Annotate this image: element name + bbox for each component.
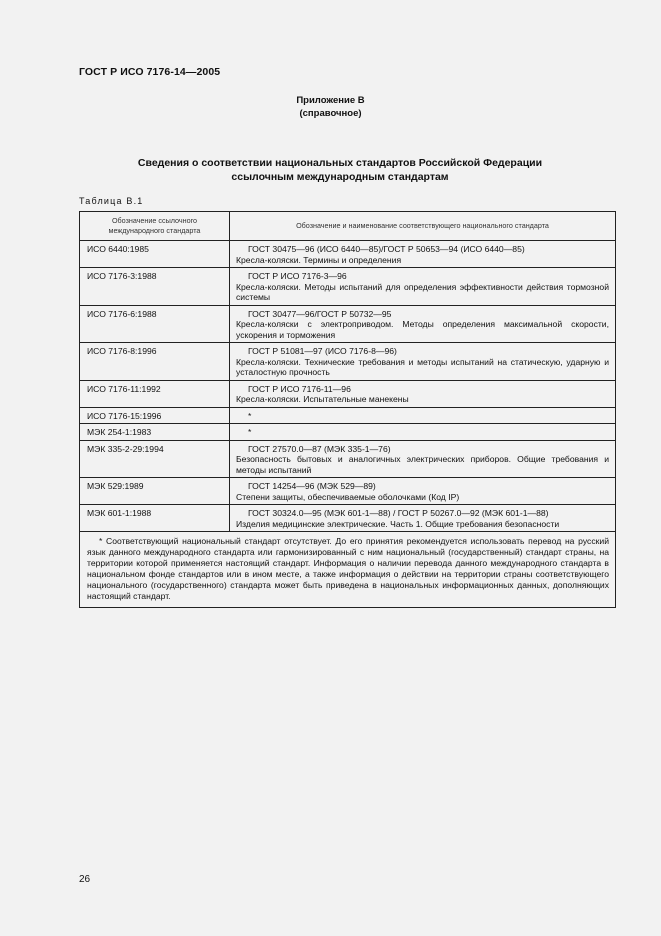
intl-standard-code: МЭК 601-1:1988 — [80, 505, 230, 532]
intl-standard-code: ИСО 7176-3:1988 — [80, 268, 230, 306]
table-row — [80, 478, 616, 505]
table-row — [80, 268, 616, 306]
table-header-row — [80, 212, 616, 241]
national-standard-title: Кресла-коляски с электроприводом. Методы определения максимальной скорости, ускорения и торможения — [236, 319, 609, 340]
national-standard-designation: ГОСТ Р ИСО 7176-11—96 — [248, 383, 351, 394]
national-standard-title: Кресла-коляски. Термины и определения — [236, 254, 402, 265]
table-row — [80, 407, 616, 424]
table-row — [80, 343, 616, 381]
national-standard-cell — [230, 305, 616, 343]
table-row — [80, 305, 616, 343]
intl-standard-code: МЭК 254-1:1983 — [80, 424, 230, 441]
national-standard-cell — [230, 268, 616, 306]
national-standard-designation: ГОСТ Р 51081—97 (ИСО 7176-8—96) — [248, 346, 397, 356]
national-standard-cell — [230, 424, 616, 441]
appendix-subtitle: (справочное) — [299, 108, 362, 119]
appendix-title: Приложение В — [296, 95, 365, 106]
national-standard-designation: ГОСТ 30324.0—95 (МЭК 601-1—88) / ГОСТ Р 50267.0—92 (МЭК 601-1—88) — [248, 508, 549, 518]
table-row — [80, 440, 616, 478]
section-title-line1: Сведения о соответствии национальных стандартов Российской Федерации — [137, 157, 543, 169]
table-caption: Таблица В.1 — [79, 196, 144, 206]
appendix-heading — [0, 94, 661, 120]
national-standard-title: Кресла-коляски. Технические требования и методы испытаний на статическую, ударную и усталостную прочность — [236, 356, 609, 377]
national-standard-title: Кресла-коляски. Методы испытаний для определения эффективности действия тормозной системы — [236, 281, 609, 302]
intl-standard-code: МЭК 529:1989 — [80, 478, 230, 505]
page-number: 26 — [79, 874, 91, 885]
national-standard-designation: ГОСТ 14254—96 (МЭК 529—89) — [248, 481, 376, 491]
section-title-line2: ссылочным международным стандартам — [231, 171, 449, 183]
national-standard-designation: ГОСТ Р ИСО 7176-3—96 — [248, 271, 347, 281]
table-body — [80, 241, 616, 532]
intl-standard-code: МЭК 335-2-29:1994 — [80, 440, 230, 478]
intl-standard-code: ИСО 7176-8:1996 — [80, 343, 230, 381]
table-container — [79, 211, 615, 608]
national-standard-title: Безопасность бытовых и аналогичных электрических приборов. Общие требования и методы испытаний — [236, 454, 609, 475]
national-standard-cell — [230, 241, 616, 268]
table-row — [80, 505, 616, 532]
table-row — [80, 424, 616, 441]
table-row — [80, 241, 616, 268]
national-standard-designation: * — [248, 427, 252, 437]
intl-standard-code: ИСО 7176-15:1996 — [80, 407, 230, 424]
column-header-intl-standard: Обозначение ссылочного международного стандарта — [80, 212, 230, 241]
footnote-row — [80, 532, 616, 608]
national-standard-cell — [230, 407, 616, 424]
national-standard-cell — [230, 343, 616, 381]
column-header-national-standard: Обозначение и наименование соответствующего национального стандарта — [230, 212, 616, 241]
national-standard-title: Степени защиты, обеспечиваемые оболочками (Код IP) — [236, 491, 460, 502]
national-standard-designation: ГОСТ 30477—96/ГОСТ Р 50732—95 — [248, 308, 392, 319]
section-title — [60, 156, 620, 184]
correspondence-table — [79, 211, 616, 608]
table-row — [80, 380, 616, 407]
national-standard-title: Кресла-коляски. Испытательные манекены — [236, 394, 409, 404]
national-standard-designation: * — [248, 410, 252, 421]
national-standard-designation: ГОСТ 27570.0—87 (МЭК 335-1—76) — [248, 443, 391, 454]
table-footnote: * Соответствующий национальный стандарт отсутствует. До его принятия рекомендуется использовать перевод на русский язык данного международного стандарта или гармонизированный с ним национальный (государственный) стандарт страны, на территории которой применяется настоящий стандарт. Информация о наличии перевода данного международного стандарта в национальном фонде стандартов или в ином месте, а также информация о действии на территории страны соответствующего национального (государственного) стандарта может быть приведена в национальных информационных данных, дополняющих настоящий стандарт. — [80, 532, 616, 608]
intl-standard-code: ИСО 6440:1985 — [80, 241, 230, 268]
national-standard-title: Изделия медицинские электрические. Часть 1. Общие требования безопасности — [236, 518, 560, 529]
document-header: ГОСТ Р ИСО 7176-14—2005 — [79, 66, 221, 78]
national-standard-cell — [230, 440, 616, 478]
national-standard-cell — [230, 380, 616, 407]
national-standard-cell — [230, 478, 616, 505]
intl-standard-code: ИСО 7176-11:1992 — [80, 380, 230, 407]
national-standard-designation: ГОСТ 30475—96 (ИСО 6440—85)/ГОСТ Р 50653—94 (ИСО 6440—85) — [248, 244, 525, 254]
intl-standard-code: ИСО 7176-6:1988 — [80, 305, 230, 343]
national-standard-cell — [230, 505, 616, 532]
